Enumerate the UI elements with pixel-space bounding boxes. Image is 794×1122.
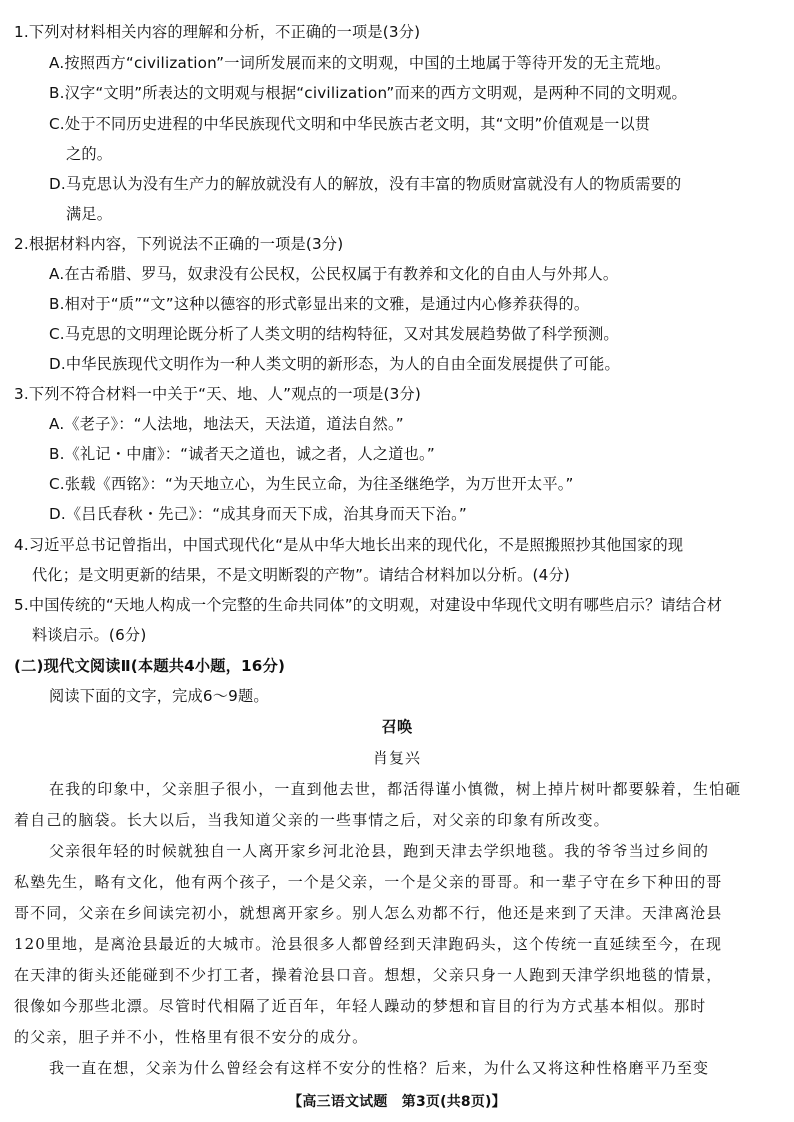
q1-option-b: B.汉字“文明”所表达的文明观与根据“civilization”而来的西方文明观，是两种不同的文明观。: [49, 84, 687, 102]
article-line: 很像如今那些北漂。尽管时代相隔了近百年，年轻人躁动的梦想和盲目的行为方式基本相似。那时: [14, 997, 707, 1015]
q5-line2: 料谈启示。(6分): [32, 626, 147, 644]
q2-stem: 2.根据材料内容，下列说法不正确的一项是(3分): [14, 235, 344, 253]
article-line: 着自己的脑袋。长大以后，当我知道父亲的一些事情之后，对父亲的印象有所改变。: [14, 811, 610, 829]
article-title: 召唤: [381, 718, 413, 736]
article-line: 在天津的街头还能碰到不少打工者，操着沧县口音。想想，父亲只身一人跑到天津学织地毯的情景，: [14, 966, 723, 984]
q3-option-d: D.《吕氏春秋・先己》：“成其身而天下成，治其身而天下治。”: [49, 505, 467, 523]
q4-line1: 4.习近平总书记曾指出，中国式现代化“是从中华大地长出来的现代化，不是照搬照抄其他国家的现: [14, 536, 684, 554]
section-heading: (二)现代文阅读Ⅱ(本题共4小题，16分): [14, 657, 286, 675]
q1-option-d-line2: 满足。: [66, 205, 113, 223]
q4-line2: 代化；是文明更新的结果，不是文明断裂的产物”。请结合材料加以分析。(4分): [32, 566, 570, 584]
q2-option-a: A.在古希腊、罗马，奴隶没有公民权，公民权属于有教养和文化的自由人与外邦人。: [49, 265, 619, 283]
page-footer: 【高三语文试题 第3页(共8页)】: [288, 1094, 506, 1110]
article-line: 的父亲，胆子并不小，性格里有很不安分的成分。: [14, 1028, 369, 1046]
q2-option-c: C.马克思的文明理论既分析了人类文明的结构特征，又对其发展趋势做了科学预测。: [49, 325, 619, 343]
section-instruction: 阅读下面的文字，完成6～9题。: [49, 687, 269, 705]
q1-option-c-line2: 之的。: [66, 145, 113, 163]
q3-option-a: A.《老子》：“人法地，地法天，天法道，道法自然。”: [49, 415, 404, 433]
article-line: 我一直在想，父亲为什么曾经会有这样不安分的性格？后来，为什么又将这种性格磨平乃至变: [49, 1059, 710, 1077]
q1-option-c-line1: C.处于不同历史进程的中华民族现代文明和中华民族古老文明，其“文明”价值观是一以贯: [49, 115, 651, 133]
article-line: 父亲很年轻的时候就独自一人离开家乡河北沧县，跑到天津去学织地毯。我的爷爷当过乡间的: [49, 842, 710, 860]
q1-option-a: A.按照西方“civilization”一词所发展而来的文明观，中国的土地属于等待开发的无主荒地。: [49, 54, 671, 72]
q3-stem: 3.下列不符合材料一中关于“天、地、人”观点的一项是(3分): [14, 385, 422, 403]
article-author: 肖复兴: [372, 749, 422, 767]
q1-stem: 1.下列对材料相关内容的理解和分析，不正确的一项是(3分): [14, 23, 421, 41]
q2-option-d: D.中华民族现代文明作为一种人类文明的新形态，为人的自由全面发展提供了可能。: [49, 355, 620, 373]
q3-option-b: B.《礼记・中庸》：“诚者天之道也，诚之者，人之道也。”: [49, 445, 435, 463]
q1-option-d-line1: D.马克思认为没有生产力的解放就没有人的解放，没有丰富的物质财富就没有人的物质需要的: [49, 175, 682, 193]
article-line: 在我的印象中，父亲胆子很小，一直到他去世，都活得谨小慎微，树上掉片树叶都要躲着，生怕砸: [49, 780, 742, 798]
q3-option-c: C.张载《西铭》：“为天地立心，为生民立命，为往圣继绝学，为万世开太平。”: [49, 475, 574, 493]
q2-option-b: B.相对于“质”“文”这种以德容的形式彰显出来的文雅，是通过内心修养获得的。: [49, 295, 590, 313]
q5-line1: 5.中国传统的“天地人构成一个完整的生命共同体”的文明观，对建设中华现代文明有哪些启示？请结合材: [14, 596, 723, 614]
article-line: 120里地，是离沧县最近的大城市。沧县很多人都曾经到天津跑码头，这个传统一直延续至今，在现: [14, 935, 723, 953]
article-line: 私塾先生，略有文化，他有两个孩子，一个是父亲，一个是父亲的哥哥。和一辈子守在乡下种田的哥: [14, 873, 723, 891]
article-line: 哥不同，父亲在乡间读完初小，就想离开家乡。别人怎么劝都不行，他还是来到了天津。天津离沧县: [14, 904, 723, 922]
